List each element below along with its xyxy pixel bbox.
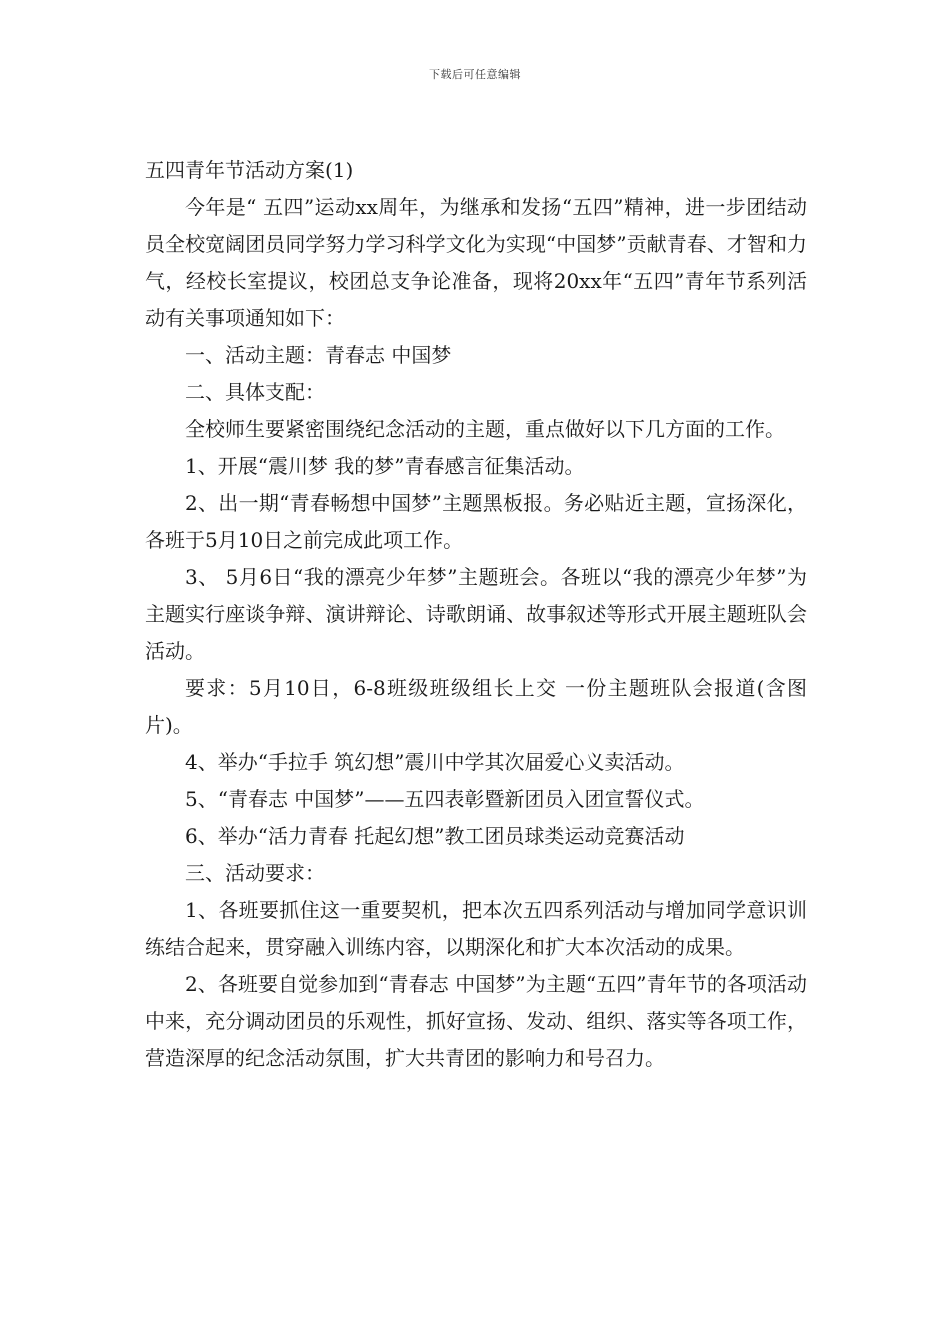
document-body	[145, 152, 807, 1077]
paragraph-item-3: 3、 5月6日“我的漂亮少年梦”主题班会。各班以“我的漂亮少年梦”为主题实行座谈争辩、演讲辩论、诗歌朗诵、故事叙述等形式开展主题班队会活动。	[145, 565, 807, 663]
paragraph-theme: 一、活动主题：青春志 中国梦	[185, 343, 452, 367]
paragraph-item-5: 5、“青春志 中国梦”——五四表彰暨新团员入团宣誓仪式。	[185, 787, 705, 811]
paragraph-intro: 今年是“ 五四”运动xx周年，为继承和发扬“五四”精神，进一步团结动员全校宽阔团员同学努力学习科学文化为实现“中国梦”贡献青春、才智和力气，经校长室提议，校团总支争论准备，现将20xx年“五四”青年节系列活动有关事项通知如下：	[145, 195, 807, 330]
paragraph-requirements-heading: 三、活动要求：	[185, 861, 325, 885]
paragraph-item-3-requirement: 要求：5月10日，6-8班级班级组长上交 一份主题班队会报道(含图片)。	[145, 676, 807, 737]
paragraph-requirement-1: 1、各班要抓住这一重要契机，把本次五四系列活动与增加同学意识训练结合起来，贯穿融入训练内容，以期深化和扩大本次活动的成果。	[145, 898, 807, 959]
header-note: 下载后可任意编辑	[429, 68, 521, 81]
paragraph-requirement-2: 2、各班要自觉参加到“青春志 中国梦”为主题“五四”青年节的各项活动中来，充分调动团员的乐观性，抓好宣扬、发动、组织、落实等各项工作，营造深厚的纪念活动氛围，扩大共青团的影响力和号召力。	[145, 972, 807, 1070]
paragraph-arrangement-heading: 二、具体支配：	[185, 380, 325, 404]
document-title: 五四青年节活动方案(1)	[145, 158, 354, 182]
paragraph-item-2: 2、出一期“青春畅想中国梦”主题黑板报。务必贴近主题，宣扬深化，各班于5月10日之前完成此项工作。	[145, 491, 807, 552]
paragraph-arrangement-intro: 全校师生要紧密围绕纪念活动的主题，重点做好以下几方面的工作。	[185, 417, 785, 441]
paragraph-item-1: 1、开展“震川梦 我的梦”青春感言征集活动。	[185, 454, 585, 478]
paragraph-item-6: 6、举办“活力青春 托起幻想”教工团员球类运动竞赛活动	[185, 824, 685, 848]
paragraph-item-4: 4、举办“手拉手 筑幻想”震川中学其次届爱心义卖活动。	[185, 750, 685, 774]
